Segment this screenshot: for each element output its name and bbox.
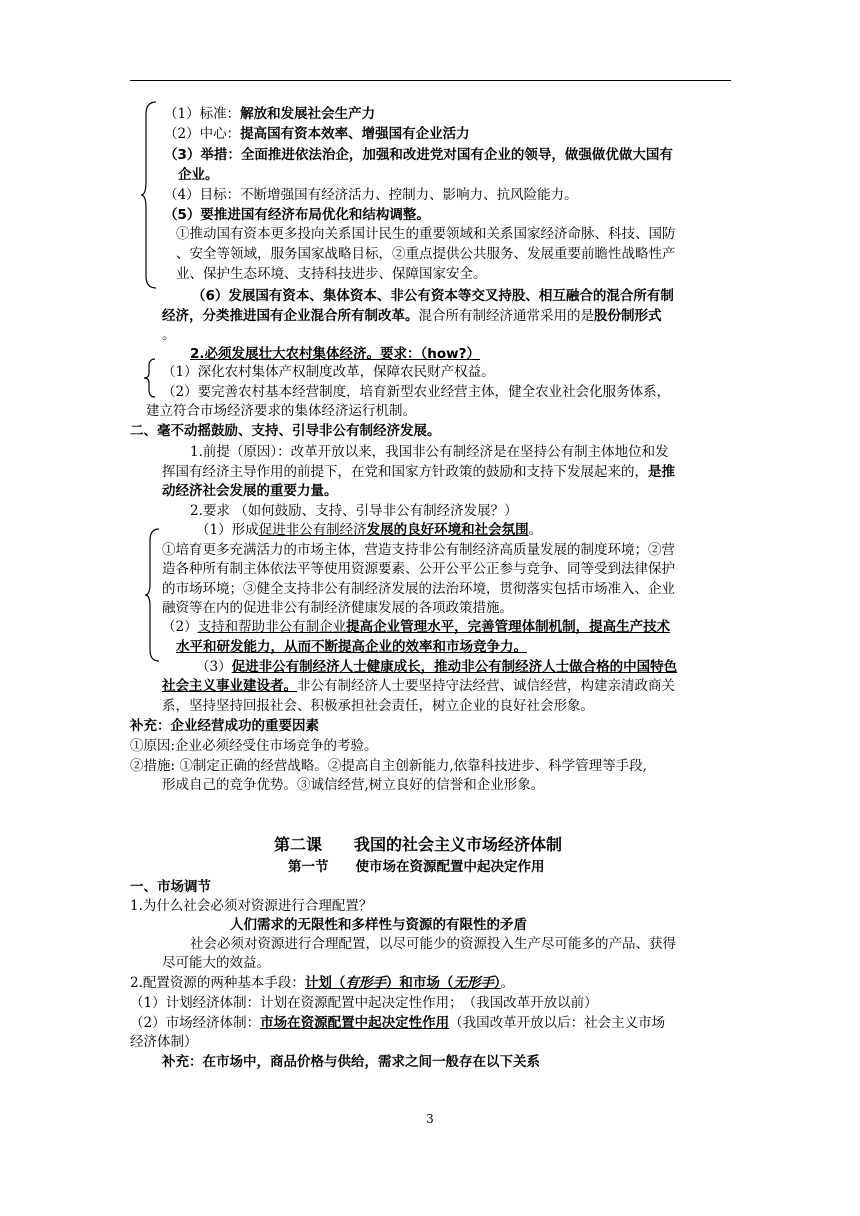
nonpublic-heading: 二、毫不动摇鼓励、支持、引导非公有制经济发展。 [130,423,441,439]
question-1: 1.为什么社会必须对资源进行合理配置？ [130,898,373,914]
section-title: 第一节 使市场在资源配置中起决定作用 [288,859,545,875]
question-1-answer: 人们需求的无限性和多样性与资源的有限性的矛盾 [230,917,527,933]
left-brace-small [143,358,157,398]
point-5-line-1: ①推动国有资本更多投向关系国计民生的重要领域和关系国家经济命脉、科技、国防 [176,226,676,242]
collective-req-1: （1）深化农村集体产权制度改革，保障农民财产权益。 [162,364,495,380]
question-1-line-2: 尽可能大的效益。 [162,955,270,971]
requirement-3-line-2: 社会主义事业建设者。非公有制经济人士要坚持守法经营、诚信经营，构建亲清政商关 [162,678,675,694]
point-3-cont: 企业。 [178,167,219,183]
point-5-line-3: 业、保护生态环境、支持科技进步、保障国家安全。 [176,266,487,282]
market-heading: 一、市场调节 [130,879,211,895]
premise-line-3: 动经济社会发展的重要力量。 [162,483,338,499]
collective-heading: 2.必须发展壮大农村集体经济。要求：（how?） [190,346,480,362]
lesson-title: 第二课 我国的社会主义市场经济体制 [274,835,563,854]
requirement-1-line-1: ①培育更多充满活力的市场主体，营造支持非公有制经济高质量发展的制度环境；②营 [162,542,675,558]
collective-req-2-line-1: （2）要完善农村基本经营制度，培育新型农业经营主体，健全农业社会化服务体系， [162,384,671,400]
collective-req-2-line-2: 建立符合市场经济要求的集体经济运行机制。 [146,403,416,419]
point-6-line-1: （6）发展国有资本、集体资本、非公有资本等交叉持股、相互融合的混合所有制 [192,288,674,304]
left-brace-large [140,100,160,290]
question-2: 2.配置资源的两种基本手段：计划（有形手）和市场（无形手）。 [130,975,515,991]
requirement-1-line-4: 融资等在内的促进非公有制经济健康发展的各项政策措施。 [162,600,513,616]
requirement-1-line-2: 造各种所有制主体依法平等使用资源要素、公开公平公正参与竞争、同等受到法律保护 [162,561,675,577]
point-3: （3）举措：全面推进依法治企，加强和改进党对国有企业的领导，做强做优做大国有 [164,147,673,163]
point-6-line-2: 经济，分类推进国有企业混合所有制改革。混合所有制经济通常采用的是股份制形式 [162,308,662,324]
requirement-3-line-1: （3）促进非公有制经济人士健康成长，推动非公有制经济人士做合格的中国特色 [196,659,678,675]
requirement-1: （1）形成促进非公有制经济发展的良好环境和社会氛围。 [196,522,543,538]
requirements-heading: 2.要求 （如何鼓励、支持、引导非公有制经济发展？） [190,503,518,519]
requirement-2-line-1: （2）支持和帮助非公有制企业提高企业管理水平，完善管理体制机制，提高生产技术 [162,619,671,635]
left-brace-medium [144,528,162,662]
supplement-reason: ①原因:企业必须经受住市场竞争的考验。 [130,738,378,754]
point-4: （4）目标：不断增强国有经济活力、控制力、影响力、抗风险能力。 [164,187,578,203]
premise-line-2: 挥国有经济主导作用的前提下，在党和国家方针政策的鼓励和支持下发展起来的，是推 [162,464,675,480]
supplement-measure-line-1: ②措施: ①制定正确的经营战略。②提高自主创新能力,依靠科技进步、科学管理等手段, [130,758,647,774]
page-number: 3 [426,1112,434,1126]
premise-line-1: 1.前提（原因）：改革开放以来，我国非公有制经济是在坚持公有制主体地位和发 [190,444,669,460]
supplement-heading: 补充：企业经营成功的重要因素 [130,718,319,734]
header-rule [130,80,731,81]
point-6-line-3: 。 [162,327,176,343]
planned-economy: （1）计划经济体制：计划在资源配置中起决定性作用； （我国改革开放以前） [130,995,598,1011]
requirement-1-line-3: 的市场环境；③健全支持非公有制经济发展的法治环境，贯彻落实包括市场准入、企业 [162,581,675,597]
supplement-measure-line-2: 形成自己的竞争优势。③诚信经营,树立良好的信誉和企业形象。 [162,777,545,793]
point-2: （2）中心：提高国有资本效率、增强国有企业活力 [164,126,470,142]
market-economy-line-2: 经济体制） [130,1034,198,1050]
question-1-line-1: 社会必须对资源进行合理配置，以尽可能少的资源投入生产尽可能多的产品、获得 [190,936,676,952]
point-1: （1）标准：解放和发展社会生产力 [164,106,376,122]
price-supply-demand-note: 补充：在市场中，商品价格与供给，需求之间一般存在以下关系 [162,1054,540,1070]
point-5-line-2: 、安全等领域，服务国家战略目标，②重点提供公共服务、发展重要前瞻性战略性产 [176,246,676,262]
point-5: （5）要推进国有经济布局优化和结构调整。 [164,207,430,223]
requirement-2-line-2: 水平和研发能力，从而不断提高企业的效率和市场竞争力。 [176,639,527,655]
market-economy-line-1: （2）市场经济体制：市场在资源配置中起决定性作用（我国改革开放以后：社会主义市场 [130,1015,666,1031]
requirement-3-line-3: 系，坚持坚持回报社会、积极承担社会责任，树立企业的良好社会形象。 [162,698,594,714]
